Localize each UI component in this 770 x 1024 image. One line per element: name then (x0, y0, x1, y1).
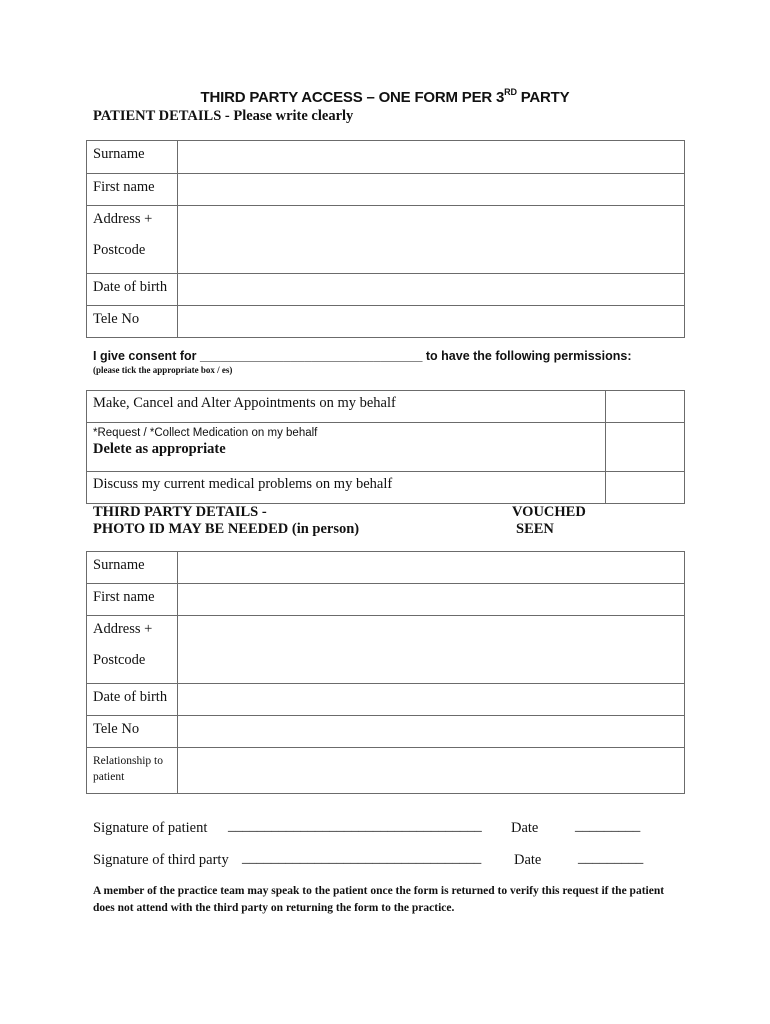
date-label-third-party: Date (514, 852, 542, 868)
tele-label: Tele No (87, 306, 178, 338)
tp-postcode-text: Postcode (93, 652, 146, 668)
first-name-label: First name (87, 174, 178, 206)
tp-tele-label: Tele No (87, 716, 178, 748)
form-title: THIRD PARTY ACCESS – ONE FORM PER 3RD PARTY (200, 87, 570, 106)
tp-address-field[interactable] (178, 616, 685, 684)
relationship-label (87, 748, 178, 794)
permission-appointments: Make, Cancel and Alter Appointments on my behalf (87, 391, 606, 423)
date-label-patient: Date (511, 820, 539, 836)
tp-surname-label: Surname (87, 552, 178, 584)
dob-label: Date of birth (87, 274, 178, 306)
tp-surname-field[interactable] (178, 552, 685, 584)
tp-address-text: Address + (93, 621, 153, 637)
patient-surname-field[interactable] (178, 141, 685, 174)
surname-label: Surname (87, 141, 178, 174)
tp-first-name-label: First name (87, 584, 178, 616)
tick-box-medication[interactable] (606, 423, 685, 472)
vouched-label: VOUCHED (512, 504, 586, 520)
relationship-text-1: Relationship to (93, 755, 163, 767)
tick-box-discuss[interactable] (606, 472, 685, 504)
tp-dob-label: Date of birth (87, 684, 178, 716)
photo-id-heading: PHOTO ID MAY BE NEEDED (in person) (93, 521, 360, 537)
patient-first-name-field[interactable] (178, 174, 685, 206)
patient-tele-field[interactable] (178, 306, 685, 338)
patient-address-field[interactable] (178, 206, 685, 274)
permission-medication (87, 423, 606, 472)
patient-signature-line[interactable]: ___________________________________ (228, 818, 482, 834)
delete-as-appropriate-text: Delete as appropriate (93, 441, 226, 457)
relationship-text-2: patient (93, 771, 125, 783)
patient-details-heading: PATIENT DETAILS - Please write clearly (93, 108, 354, 124)
permissions-table (86, 390, 685, 504)
date-line-third-party[interactable]: _________ (578, 850, 644, 866)
address-text: Address + (93, 211, 153, 227)
consent-line: I give consent for ________________________________ to have the following permissions: (93, 349, 632, 363)
footer-note: A member of the practice team may speak to the patient once the form is returned to verify this request if the patient does not attend with the third party on returning the form to the practice. (93, 885, 665, 914)
patient-details-table (86, 140, 685, 338)
tick-box-appointments[interactable] (606, 391, 685, 423)
patient-dob-field[interactable] (178, 274, 685, 306)
permission-discuss: Discuss my current medical problems on my behalf (87, 472, 606, 504)
tp-address-label (87, 616, 178, 684)
tp-relationship-field[interactable] (178, 748, 685, 794)
third-party-details-table (86, 551, 685, 794)
patient-signature-label: Signature of patient (93, 820, 208, 836)
date-line-patient[interactable]: _________ (575, 818, 641, 834)
tp-first-name-field[interactable] (178, 584, 685, 616)
address-label (87, 206, 178, 274)
third-party-signature-label: Signature of third party (93, 852, 229, 868)
seen-label: SEEN (516, 521, 554, 537)
third-party-signature-line[interactable]: _________________________________ (242, 850, 482, 866)
tp-dob-field[interactable] (178, 684, 685, 716)
postcode-text: Postcode (93, 242, 146, 258)
third-party-heading: THIRD PARTY DETAILS - (93, 504, 267, 520)
medication-text: *Request / *Collect Medication on my behalf (93, 427, 318, 439)
consent-note: (please tick the appropriate box / es) (93, 365, 233, 375)
tp-tele-field[interactable] (178, 716, 685, 748)
